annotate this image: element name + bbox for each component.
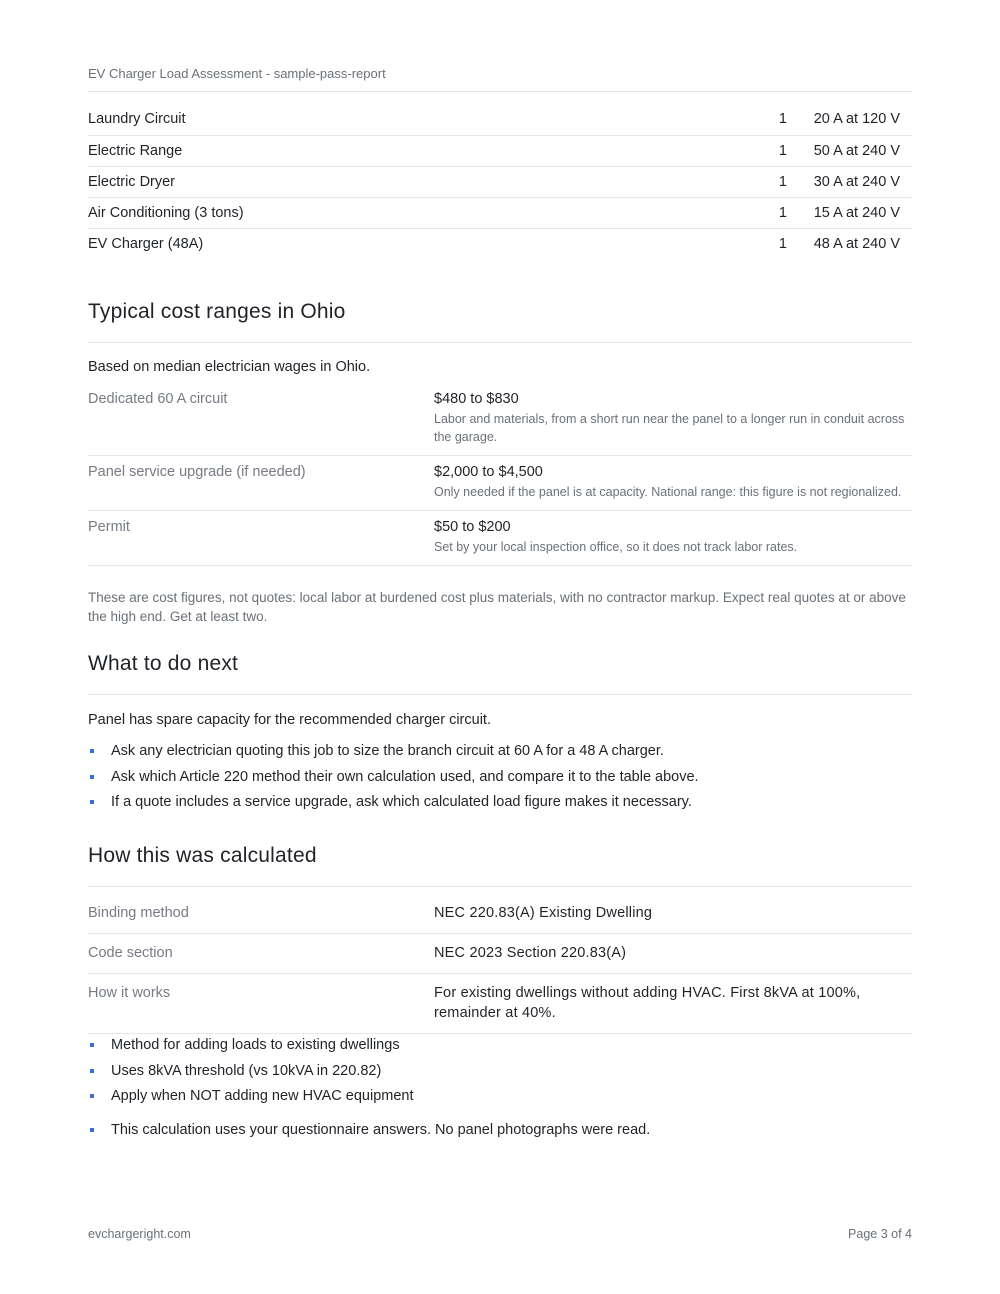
list-item xyxy=(88,1120,912,1146)
list-item-text: Ask any electrician quoting this job to size the branch circuit at 60 A for a 48 A charger. xyxy=(111,743,664,759)
calc-value-cell xyxy=(434,903,912,923)
cost-value xyxy=(434,390,912,446)
cost-note: Set by your local inspection office, so it does not track labor rates. xyxy=(434,540,798,554)
source-note-list xyxy=(88,1120,912,1146)
cost-range: $480 to $830 xyxy=(434,391,519,407)
bullet-square-icon xyxy=(90,800,94,804)
calc-table xyxy=(88,894,912,1034)
load-quantity: 1 xyxy=(778,143,787,159)
cost-table xyxy=(88,383,912,566)
list-item-text: If a quote includes a service upgrade, ask which calculated load figure makes it necessary. xyxy=(111,794,692,810)
load-row xyxy=(88,104,912,135)
load-name: Electric Range xyxy=(88,143,183,159)
load-rating: 48 A at 240 V xyxy=(813,236,900,252)
cost-disclaimer: These are cost figures, not quotes: local labor at burdened cost plus materials, with no contractor markup. Expect real quotes at or above the high end. Get at least two. xyxy=(88,590,906,624)
cost-label: Permit xyxy=(88,519,130,535)
cost-range: $50 to $200 xyxy=(434,519,511,535)
load-rating: 20 A at 120 V xyxy=(813,111,900,127)
footer-site: evchargeright.com xyxy=(88,1227,191,1241)
calc-value-cell xyxy=(434,983,912,1023)
list-item xyxy=(88,741,912,767)
calc-label: Binding method xyxy=(88,905,189,921)
calc-value: NEC 220.83(A) Existing Dwelling xyxy=(434,905,653,921)
list-item-text: Method for adding loads to existing dwellings xyxy=(111,1037,400,1053)
cost-note: Only needed if the panel is at capacity. National range: this figure is not regionalized. xyxy=(434,485,902,499)
load-row xyxy=(88,166,912,197)
list-item xyxy=(88,1086,912,1112)
list-item-text: Apply when NOT adding new HVAC equipment xyxy=(111,1088,414,1104)
cost-row xyxy=(88,456,912,511)
list-item xyxy=(88,1061,912,1087)
calc-row xyxy=(88,894,912,934)
cost-intro: Based on median electrician wages in Ohio. xyxy=(88,359,371,375)
load-name: Electric Dryer xyxy=(88,174,176,190)
list-item xyxy=(88,767,912,793)
next-steps-list xyxy=(88,741,912,818)
load-table xyxy=(88,104,912,259)
load-rating: 50 A at 240 V xyxy=(813,143,900,159)
list-item-text: Ask which Article 220 method their own calculation used, and compare it to the table above. xyxy=(111,768,699,785)
list-item-text: This calculation uses your questionnaire answers. No panel photographs were read. xyxy=(111,1122,651,1138)
page-header xyxy=(88,66,912,92)
load-name: EV Charger (48A) xyxy=(88,236,204,252)
bullet-square-icon xyxy=(90,775,94,779)
load-rating: 15 A at 240 V xyxy=(813,205,900,221)
calc-value: NEC 2023 Section 220.83(A) xyxy=(434,945,627,961)
calc-row xyxy=(88,934,912,974)
list-item xyxy=(88,792,912,818)
next-section-heading: What to do next xyxy=(88,652,912,695)
cost-row xyxy=(88,511,912,566)
load-row xyxy=(88,197,912,228)
calc-row xyxy=(88,974,912,1034)
load-rating: 30 A at 240 V xyxy=(813,174,900,190)
report-title: EV Charger Load Assessment - sample-pass-report xyxy=(88,66,386,81)
bullet-square-icon xyxy=(90,1128,94,1132)
list-item-text: Uses 8kVA threshold (vs 10kVA in 220.82) xyxy=(111,1062,382,1079)
load-quantity: 1 xyxy=(778,111,787,127)
bullet-square-icon xyxy=(90,1094,94,1098)
cost-value xyxy=(434,463,912,501)
cost-value xyxy=(434,518,912,556)
calc-label: Code section xyxy=(88,945,173,961)
load-quantity: 1 xyxy=(778,174,787,190)
calc-value: For existing dwellings without adding HVAC. First 8kVA at 100%, remainder at 40%. xyxy=(434,985,861,1021)
load-quantity: 1 xyxy=(778,205,787,221)
load-name: Laundry Circuit xyxy=(88,111,186,127)
cost-range: $2,000 to $4,500 xyxy=(434,464,543,480)
list-item xyxy=(88,1035,912,1061)
cost-row xyxy=(88,383,912,456)
method-notes-list xyxy=(88,1035,912,1112)
load-quantity: 1 xyxy=(778,236,787,252)
load-name: Air Conditioning (3 tons) xyxy=(88,205,244,221)
load-row xyxy=(88,135,912,166)
cost-note: Labor and materials, from a short run near the panel to a longer run in conduit across the garage. xyxy=(434,412,905,444)
load-row xyxy=(88,228,912,259)
bullet-square-icon xyxy=(90,1043,94,1047)
cost-label: Panel service upgrade (if needed) xyxy=(88,464,306,480)
cost-label: Dedicated 60 A circuit xyxy=(88,391,228,407)
cost-section-heading: Typical cost ranges in Ohio xyxy=(88,300,912,343)
bullet-square-icon xyxy=(90,749,94,753)
footer-page-number: Page 3 of 4 xyxy=(848,1227,912,1241)
calc-value-cell xyxy=(434,943,912,963)
calc-section-heading: How this was calculated xyxy=(88,844,912,887)
calc-label: How it works xyxy=(88,985,171,1001)
next-intro: Panel has spare capacity for the recommended charger circuit. xyxy=(88,712,491,728)
bullet-square-icon xyxy=(90,1069,94,1073)
